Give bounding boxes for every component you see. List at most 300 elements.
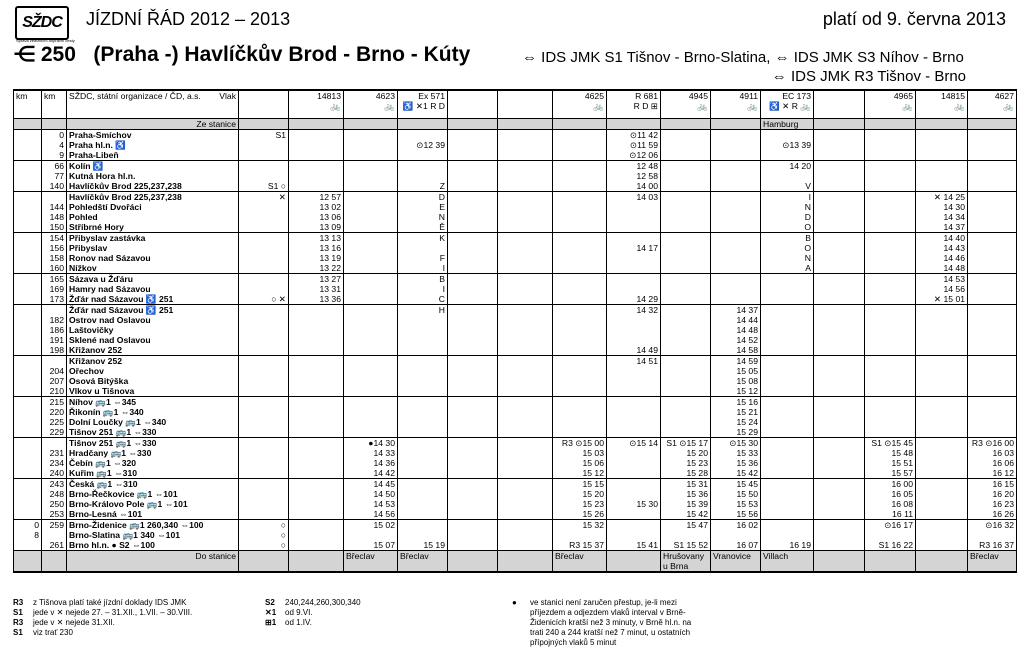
footnote-symbol: R3 [13, 618, 24, 627]
departure-time [761, 489, 814, 499]
station-name: Brno hl.n. ● S2 ⇔100 [67, 540, 239, 551]
departure-time [498, 202, 553, 212]
departure-time: 15 12 [711, 386, 761, 397]
km-value: 4 [42, 140, 67, 150]
km-value: 248 [42, 489, 67, 499]
departure-time [661, 274, 711, 285]
departure-time [865, 427, 916, 438]
departure-time [553, 294, 607, 305]
km-value [14, 438, 42, 449]
ids-line-2: ⇔ IDS JMK R3 Tišnov - Brno [771, 68, 966, 85]
departure-time: 15 32 [553, 520, 607, 531]
station-symbol [239, 489, 289, 499]
departure-time [448, 171, 498, 181]
train-header [498, 90, 553, 119]
departure-time: 13 31 [289, 284, 344, 294]
km-value [14, 407, 42, 417]
departure-time [498, 356, 553, 367]
departure-time [498, 489, 553, 499]
departure-time [968, 243, 1017, 253]
departure-time [289, 181, 344, 192]
departure-time [344, 315, 398, 325]
departure-time [553, 376, 607, 386]
departure-time [968, 222, 1017, 233]
km-value [14, 305, 42, 316]
km-value [14, 233, 42, 244]
departure-time: 14 36 [344, 458, 398, 468]
departure-time [711, 253, 761, 263]
departure-time: 16 00 [865, 479, 916, 490]
origin-cell [344, 119, 398, 130]
train-icons: 🚲 [593, 101, 604, 111]
departure-time [498, 520, 553, 531]
train-icons: 🚲 [384, 101, 395, 111]
departure-time [865, 171, 916, 181]
departure-time [968, 356, 1017, 367]
departure-time [553, 222, 607, 233]
departure-time: 12 57 [289, 192, 344, 203]
station-symbol [239, 417, 289, 427]
departure-time: A [761, 263, 814, 274]
departure-time [711, 140, 761, 150]
departure-time [553, 345, 607, 356]
departure-time [553, 140, 607, 150]
station-name: Pohledští Dvořáci [67, 202, 239, 212]
departure-time [865, 161, 916, 172]
left-footnote [13, 598, 192, 608]
train-icons: 🚲 [697, 101, 708, 111]
departure-time [448, 386, 498, 397]
km-value [14, 150, 42, 161]
station-name: Přibyslav zastávka [67, 233, 239, 244]
origin-cell [814, 119, 865, 130]
departure-time [289, 438, 344, 449]
station-symbol [239, 386, 289, 397]
timetable-row [14, 468, 1017, 479]
train-icons: R D ⊞ [633, 101, 658, 111]
departure-time: 13 02 [289, 202, 344, 212]
departure-time: 16 11 [865, 509, 916, 520]
operator-name: SŽDC, státní organizace / ČD, a.s. [69, 91, 201, 101]
departure-time [289, 356, 344, 367]
departure-time [865, 284, 916, 294]
km-value: 140 [42, 181, 67, 192]
departure-time [344, 222, 398, 233]
departure-time [916, 366, 968, 376]
departure-time: 15 42 [711, 468, 761, 479]
departure-time: 16 05 [865, 489, 916, 499]
departure-time [498, 427, 553, 438]
departure-time: 14 34 [916, 212, 968, 222]
departure-time [661, 284, 711, 294]
departure-time: 15 24 [711, 417, 761, 427]
departure-time [814, 376, 865, 386]
departure-time: 15 45 [711, 479, 761, 490]
departure-time: 14 00 [607, 181, 661, 192]
departure-time [968, 192, 1017, 203]
departure-time [865, 253, 916, 263]
departure-time [398, 130, 448, 141]
departure-time [607, 212, 661, 222]
departure-time [448, 294, 498, 305]
station-symbol: S1 [239, 130, 289, 141]
departure-time: 16 23 [968, 499, 1017, 509]
departure-time [607, 376, 661, 386]
operator-header [67, 90, 239, 119]
departure-time [344, 356, 398, 367]
departure-time [916, 315, 968, 325]
km-value [14, 479, 42, 490]
departure-time [607, 284, 661, 294]
departure-time [814, 366, 865, 376]
origin-station: Hamburg [761, 119, 814, 130]
km-value [14, 489, 42, 499]
departure-time [498, 181, 553, 192]
km-value: 207 [42, 376, 67, 386]
departure-time: 16 06 [968, 458, 1017, 468]
departure-time [814, 253, 865, 263]
departure-time: 15 03 [553, 448, 607, 458]
station-name: Osová Bitýška [67, 376, 239, 386]
departure-time [553, 171, 607, 181]
departure-time: R3 15 37 [553, 540, 607, 551]
departure-time [553, 263, 607, 274]
departure-time: 15 07 [344, 540, 398, 551]
departure-time [761, 315, 814, 325]
km-value [14, 417, 42, 427]
train-icons: 🚲 [747, 101, 758, 111]
departure-time: 15 47 [661, 520, 711, 531]
km-value: 191 [42, 335, 67, 345]
departure-time: 15 36 [661, 489, 711, 499]
departure-time [661, 305, 711, 316]
km-value: 229 [42, 427, 67, 438]
departure-time [814, 150, 865, 161]
departure-time [916, 161, 968, 172]
timetable-row [14, 315, 1017, 325]
departure-time [553, 253, 607, 263]
to-station-row [14, 551, 1017, 573]
departure-time: 15 28 [661, 468, 711, 479]
departure-time [711, 192, 761, 203]
departure-time: 12 48 [607, 161, 661, 172]
departure-time: 13 19 [289, 253, 344, 263]
departure-time [607, 263, 661, 274]
departure-time: 13 16 [289, 243, 344, 253]
station-name: Stříbrné Hory [67, 222, 239, 233]
departure-time [607, 520, 661, 531]
departure-time: 16 19 [761, 540, 814, 551]
departure-time [968, 407, 1017, 417]
departure-time [916, 171, 968, 181]
from-station-label: Ze stanice [67, 119, 239, 130]
departure-time [968, 386, 1017, 397]
logo-subtext: Správa železniční dopravní cesty [16, 38, 75, 43]
departure-time [607, 427, 661, 438]
departure-time: O [761, 243, 814, 253]
departure-time: 13 09 [289, 222, 344, 233]
timetable-row [14, 366, 1017, 376]
train-number: 4965 [893, 91, 913, 101]
timetable-row [14, 150, 1017, 161]
departure-time: 13 36 [289, 294, 344, 305]
departure-time [761, 499, 814, 509]
departure-time [498, 130, 553, 141]
km-value: 182 [42, 315, 67, 325]
station-symbol [239, 438, 289, 449]
train-header [661, 90, 711, 119]
middle-footnote [265, 618, 361, 628]
departure-time [607, 448, 661, 458]
departure-time [289, 140, 344, 150]
train-number: 14813 [317, 91, 341, 101]
departure-time [916, 376, 968, 386]
departure-time [916, 499, 968, 509]
station-name: Brno-Slatina 🚌1 340 ⇔101 [67, 530, 239, 540]
origin-cell [398, 119, 448, 130]
departure-time [553, 130, 607, 141]
km-value [14, 468, 42, 479]
departure-time: 15 51 [865, 458, 916, 468]
departure-time [498, 243, 553, 253]
timetable-row [14, 243, 1017, 253]
departure-time [711, 233, 761, 244]
departure-time: 15 39 [661, 499, 711, 509]
km-value [14, 130, 42, 141]
departure-time [448, 212, 498, 222]
warning-symbol: ● [512, 598, 517, 607]
station-name: Hamry nad Sázavou [67, 284, 239, 294]
departure-time [968, 294, 1017, 305]
km-value: 77 [42, 171, 67, 181]
departure-time [761, 438, 814, 449]
station-symbol [239, 212, 289, 222]
departure-time: ⊙13 39 [761, 140, 814, 150]
km-value [14, 427, 42, 438]
departure-time [398, 335, 448, 345]
train-header [448, 90, 498, 119]
departure-time [814, 274, 865, 285]
ids-line-1: ⇔ IDS JMK S1 Tišnov - Brno-Slatina, ⇔ IDS JMK S3 Níhov - Brno [522, 49, 964, 66]
departure-time: ⊙16 17 [865, 520, 916, 531]
station-name: Tišnov 251 🚌1 ⇔330 [67, 438, 239, 449]
symbol-cell [239, 551, 289, 573]
departure-time: 15 29 [711, 427, 761, 438]
station-symbol [239, 479, 289, 490]
departure-time [711, 284, 761, 294]
departure-time [448, 335, 498, 345]
departure-time: B [398, 274, 448, 285]
departure-time [661, 253, 711, 263]
departure-time: 14 32 [607, 305, 661, 316]
km-value [42, 305, 67, 316]
departure-time [814, 356, 865, 367]
departure-time [498, 305, 553, 316]
km-value: 169 [42, 284, 67, 294]
station-name: Ostrov nad Oslavou [67, 315, 239, 325]
km-value [14, 181, 42, 192]
departure-time [761, 386, 814, 397]
departure-time [865, 530, 916, 540]
departure-time [968, 150, 1017, 161]
departure-time [448, 202, 498, 212]
train-header [916, 90, 968, 119]
departure-time: ●14 30 [344, 438, 398, 449]
km-value [14, 212, 42, 222]
origin-cell [289, 119, 344, 130]
destination-station: Břeclav [344, 551, 398, 573]
departure-time [968, 130, 1017, 141]
departure-time [761, 366, 814, 376]
departure-time [968, 376, 1017, 386]
departure-time [398, 448, 448, 458]
departure-time [553, 274, 607, 285]
departure-time [916, 130, 968, 141]
departure-time [711, 243, 761, 253]
departure-time [607, 253, 661, 263]
km-value [14, 397, 42, 408]
origin-cell [865, 119, 916, 130]
km-value [14, 243, 42, 253]
departure-time [814, 130, 865, 141]
departure-time: 14 45 [344, 479, 398, 490]
departure-time [289, 499, 344, 509]
train-icons: ♿ ✕ R 🚲 [769, 101, 811, 111]
departure-time [448, 274, 498, 285]
station-symbol [239, 233, 289, 244]
km-cell [42, 119, 67, 130]
departure-time: 15 26 [553, 509, 607, 520]
departure-time [761, 294, 814, 305]
timetable-row [14, 222, 1017, 233]
departure-time [289, 417, 344, 427]
departure-time [968, 284, 1017, 294]
departure-time [553, 530, 607, 540]
km-value [14, 509, 42, 520]
km-value: 186 [42, 325, 67, 335]
departure-time [289, 161, 344, 172]
timetable-row [14, 284, 1017, 294]
departure-time [607, 315, 661, 325]
station-symbol [239, 397, 289, 408]
station-symbol [239, 202, 289, 212]
departure-time [865, 305, 916, 316]
departure-time [498, 315, 553, 325]
departure-time [661, 130, 711, 141]
departure-time [814, 386, 865, 397]
departure-time [916, 417, 968, 427]
departure-time [498, 294, 553, 305]
destination-station: Břeclav [553, 551, 607, 573]
departure-time [916, 489, 968, 499]
departure-time [814, 448, 865, 458]
departure-time [865, 366, 916, 376]
departure-time [865, 345, 916, 356]
footnote-text: z Tišnova platí také jízdní doklady IDS JMK [33, 598, 187, 607]
departure-time: ⊙16 32 [968, 520, 1017, 531]
departure-time [344, 274, 398, 285]
departure-time [344, 263, 398, 274]
departure-time: C [398, 294, 448, 305]
departure-time [498, 540, 553, 551]
logo-text: SŽDC [22, 14, 62, 31]
footnotes-middle [265, 598, 361, 628]
left-footnote [13, 608, 192, 618]
footnote-symbol: R3 [13, 598, 24, 607]
departure-time: 14 56 [916, 284, 968, 294]
timetable-header [0, 0, 1024, 90]
departure-time: 15 48 [865, 448, 916, 458]
departure-time [498, 376, 553, 386]
departure-time [607, 386, 661, 397]
departure-time [865, 356, 916, 367]
departure-time [498, 448, 553, 458]
footnote-text: 240,244,260,300,340 [285, 598, 361, 607]
train-number: EC 173 [782, 91, 811, 101]
station-name: Praha-Smíchov [67, 130, 239, 141]
station-name: Řikonín 🚌1 ⇔340 [67, 407, 239, 417]
train-icons: 🚲 [1003, 101, 1014, 111]
departure-time [968, 202, 1017, 212]
departure-time [553, 417, 607, 427]
departure-time [916, 181, 968, 192]
departure-time [916, 448, 968, 458]
departure-time [498, 345, 553, 356]
departure-time [661, 212, 711, 222]
departure-time [814, 212, 865, 222]
departure-time [498, 192, 553, 203]
station-symbol [239, 427, 289, 438]
departure-time: 16 15 [968, 479, 1017, 490]
departure-time [448, 130, 498, 141]
km-value: 0 [42, 130, 67, 141]
departure-time [553, 161, 607, 172]
departure-time [448, 253, 498, 263]
departure-time [448, 417, 498, 427]
station-symbol [239, 448, 289, 458]
transfer-note-line: příjezdem a odjezdem vlaků interval v Brně- [530, 608, 686, 617]
km-value [14, 448, 42, 458]
departure-time [814, 161, 865, 172]
departure-time [553, 212, 607, 222]
departure-time [814, 427, 865, 438]
departure-time: 13 13 [289, 233, 344, 244]
departure-time [553, 386, 607, 397]
departure-time [661, 427, 711, 438]
km-value [14, 325, 42, 335]
departure-time [289, 509, 344, 520]
departure-time [711, 171, 761, 181]
departure-time [968, 427, 1017, 438]
departure-time [289, 325, 344, 335]
departure-time [498, 468, 553, 479]
departure-time [448, 325, 498, 335]
km-value [42, 192, 67, 203]
departure-time [448, 192, 498, 203]
departure-time: 14 46 [916, 253, 968, 263]
destination-station [865, 551, 916, 573]
train-header [607, 90, 661, 119]
km-value [14, 356, 42, 367]
km-value [42, 438, 67, 449]
departure-time [498, 397, 553, 408]
departure-time [553, 397, 607, 408]
timetable-row [14, 540, 1017, 551]
departure-time [498, 417, 553, 427]
km-value: 148 [42, 212, 67, 222]
departure-time [814, 489, 865, 499]
departure-time [289, 489, 344, 499]
